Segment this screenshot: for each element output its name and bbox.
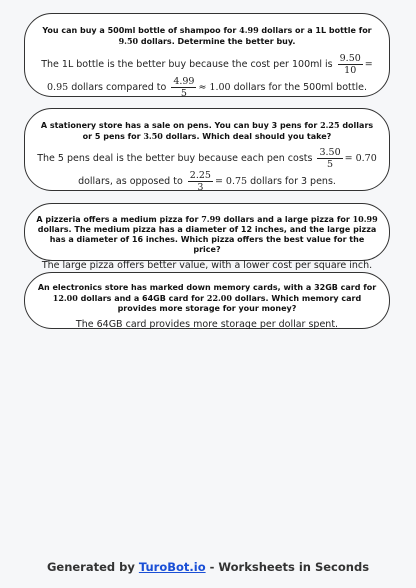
question-part: dollars. Which memory card provides more storage for your money? — [117, 294, 362, 313]
fraction-denominator: 10 — [344, 65, 357, 76]
fraction — [317, 147, 342, 170]
equation-result: = 0.95 — [47, 59, 373, 93]
footer-link[interactable]: TuroBot.io — [138, 560, 206, 574]
answer-text — [35, 53, 379, 99]
answer-part: dollars for the 500ml bottle. — [230, 82, 367, 93]
question-text — [35, 283, 379, 314]
question-number: 3.50 — [143, 131, 163, 141]
fraction — [188, 170, 213, 193]
question-text — [35, 25, 379, 47]
question-number: 12.00 — [52, 293, 78, 303]
answer-text: The large pizza offers better value, with a lower cost per square inch. — [41, 260, 373, 271]
question-part: dollars. The medium pizza has a diameter of 12 inches, and the large pizza has a diameter of 16 inches. Which pizza offers the best value for the price? — [37, 225, 377, 254]
question-part: dollars and a large pizza for — [220, 215, 353, 224]
question-number: 22.00 — [206, 293, 232, 303]
question-part: dollars. Determine the better buy. — [138, 37, 296, 46]
answer-part: The 1L bottle is the better buy because the cost per 100ml is — [41, 59, 336, 70]
answer-part: The 5 pens deal is the better buy because each pen costs — [37, 153, 316, 164]
problem-card-4 — [24, 272, 390, 329]
answer-part: dollars compared to — [68, 82, 170, 93]
question-number: 10.99 — [352, 214, 378, 224]
fraction-denominator: 5 — [180, 88, 187, 99]
fraction-numerator: 9.50 — [339, 53, 361, 64]
question-part: dollars. Which deal should you take? — [162, 132, 332, 141]
question-part: dollars and a 64GB card for — [77, 294, 207, 303]
answer-text: The 64GB card provides more storage per dollar spent. — [75, 319, 339, 330]
problem-card-2 — [24, 108, 390, 191]
fraction-numerator: 2.25 — [189, 170, 211, 181]
footer-prefix: Generated by — [46, 560, 139, 574]
question-part: dollars or a 1L bottle for — [258, 26, 372, 35]
fraction — [338, 53, 363, 76]
question-text — [35, 120, 379, 142]
fraction-numerator: 4.99 — [173, 76, 195, 87]
equation-result: = 0.70 — [344, 153, 377, 164]
question-part: An electronics store has marked down memory cards, with a 32GB card for — [37, 283, 377, 292]
fraction — [171, 76, 196, 99]
problem-card-1 — [24, 13, 390, 97]
question-part: You can buy a 500ml bottle of shampoo for — [42, 26, 240, 35]
question-part: dollars or 5 pens for — [82, 121, 374, 141]
question-number: 9.50 — [118, 36, 139, 46]
problem-card-3 — [24, 203, 390, 271]
fraction-numerator: 3.50 — [319, 147, 341, 158]
question-text — [35, 214, 379, 255]
equation-result: = 0.75 — [214, 176, 248, 187]
fraction-denominator: 3 — [197, 182, 204, 193]
footer — [0, 560, 416, 574]
question-number: 2.25 — [320, 120, 340, 130]
answer-part: dollars for 3 pens. — [247, 176, 336, 187]
question-number: 7.99 — [201, 214, 221, 224]
equation-result: ≈ 1.00 — [198, 82, 231, 93]
answer-text — [35, 147, 379, 193]
question-part: A pizzeria offers a medium pizza for — [36, 215, 202, 224]
question-part: A stationery store has a sale on pens. You can buy 3 pens for — [40, 121, 321, 130]
fraction-denominator: 5 — [327, 159, 334, 170]
question-number: 4.99 — [239, 25, 259, 35]
answer-part: dollars, as opposed to — [78, 176, 186, 187]
footer-suffix: - Worksheets in Seconds — [205, 560, 370, 574]
